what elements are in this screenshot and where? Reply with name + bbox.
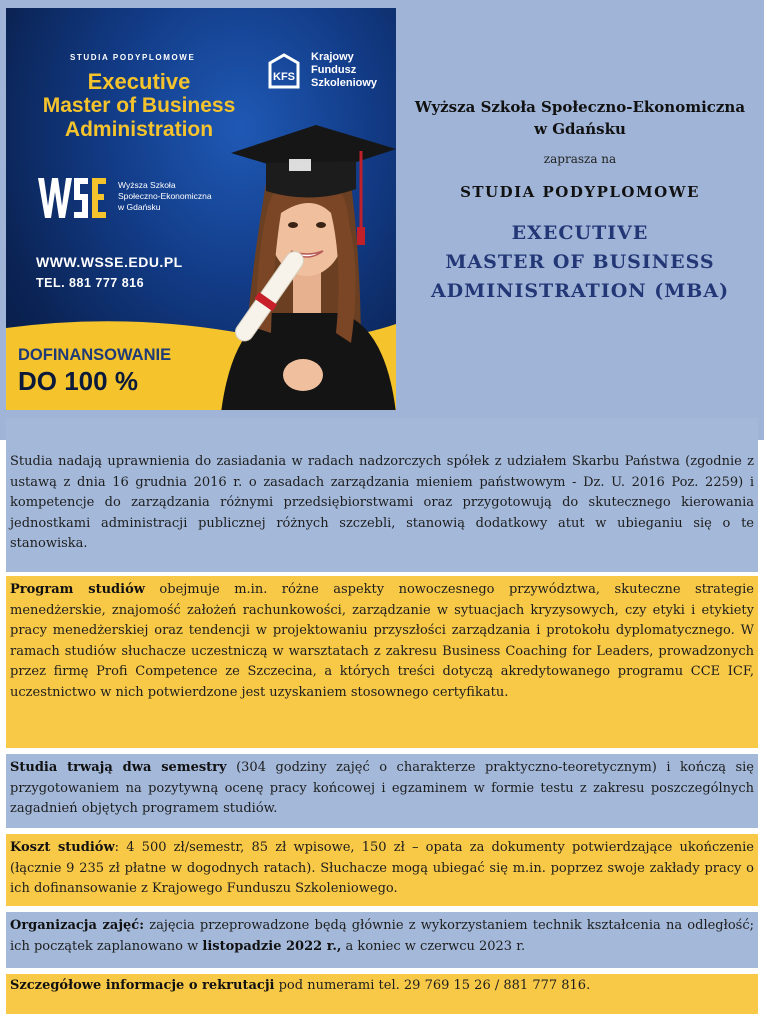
banner-title-line3: Administration [64,118,214,141]
duration-text: (304 godziny zajęć o charakterze praktyczno-teoretycznym) i kończą się przygotowaniem na pozytywną ocenę pracy końcowej i egzaminem w formie testu z zakresu poszczególnych zagadnień objętych programem studiów. [10,760,754,816]
header-text [404,96,756,306]
duration-section [6,754,758,828]
banner-funding-line1: DOFINANSOWANIE [18,346,172,364]
organization-label: Organizacja zajęć: [10,918,145,933]
program-title-line3: ADMINISTRATION (MBA) [430,280,730,302]
program-title [404,219,756,306]
kfs-line2: Fundusz [311,64,357,76]
banner-title-line2: Master of Business [42,94,236,117]
studies-type: STUDIA PODYPLOMOWE [460,183,700,201]
intro-text: Studia nadają uprawnienia do zasiadania w radach nadzorczych spółek z udziałem Skarbu Państwa (zgodnie z ustawą z dnia 16 grudnia 2016 r. o zasadach zarządzania mieniem państwowym - Dz. U. 2016 Poz. 2259) i kompetencje do zarządzania różnymi przedsiębiorstwami oraz przygotowują do skutecznego kierowania jednostkami administracji publicznej różnych szczebli, stanowią dodatkowy atut w ubieganiu się o te stanowiska. [10,454,754,551]
school-name-line1: Wyższa Szkoła Społeczno-Ekonomiczna [414,98,746,116]
kfs-name [311,51,377,90]
kfs-logo-text: KFS [273,71,295,83]
wsse-line3: w Gdańsku [118,202,161,212]
cost-label: Koszt studiów [10,840,115,855]
wsse-line2: Społeczno-Ekonomiczna [118,191,212,201]
school-name-line2: w Gdańsku [534,120,626,138]
duration-label: Studia trwają dwa semestry [10,760,227,775]
info-section [6,974,758,1014]
banner-phone: TEL. 881 777 816 [36,276,145,290]
graduate-illustration [211,113,396,410]
wsse-line1: Wyższa Szkoła [118,180,176,190]
promo-banner [6,8,396,410]
organization-text-1: zajęcia przeprowadzone będą głównie z wykorzystaniem technik kształcenia na odległość; ich początek zaplanowano w [10,918,754,954]
kfs-line1: Krajowy [311,51,354,63]
school-name [404,96,756,140]
program-section [6,576,758,748]
cost-section [6,834,758,906]
program-title-line1: EXECUTIVE [511,222,649,244]
wsse-name [118,180,212,213]
intro-section [6,418,758,572]
wsse-logo-icon [36,176,108,220]
kfs-line3: Szkoleniowy [311,77,378,89]
program-title-line2: MASTER OF BUSINESS [445,251,715,273]
kfs-logo-icon [266,53,302,91]
program-label: Program studiów [10,582,145,597]
banner-url: WWW.WSSE.EDU.PL [36,254,183,270]
info-text: pod numerami tel. 29 769 15 26 / 881 777 816. [274,978,591,993]
banner-subtitle: STUDIA PODYPLOMOWE [70,53,196,62]
banner-funding-line2: DO 100 % [18,366,138,396]
organization-text-2: a koniec w czerwcu 2023 r. [341,938,526,954]
organization-section [6,912,758,968]
cost-text: : 4 500 zł/semestr, 85 zł wpisowe, 150 zł – opata za dokumenty potwierdzające ukończenie (łącznie 9 235 zł płatne w dogodnych ratach). Słuchacze mogą ubiegać się m.in. poprzez swoje zakłady pracy o ich dofinansowanie z Krajowego Funduszu Szkoleniowego. [10,840,754,896]
organization-start-date: listopadzie 2022 r., [202,938,342,954]
banner-title-line1: Executive [87,69,191,94]
info-label: Szczegółowe informacje o rekrutacji [10,978,275,993]
invite-text: zaprasza na [543,152,617,166]
program-text: obejmuje m.in. różne aspekty nowoczesnego przywództwa, skuteczne strategie menedżerskie, znajomość założeń rachunkowości, zarządzanie w sytuacjach kryzysowych, czy etyki i etykiety pracy menedżerskiej oraz tendencji w projektowaniu przyszłości zarządzania i protokołu dyplomatycznego. W ramach studiów słuchacze uczestniczą w warsztatach z zakresu Business Coaching for Leaders, prowadzonych przez firmę Profi Competence ze Szczecina, a których treści dotyczą akredytowanego programu CCE ICF, uczestnictwo w nich potwierdzone jest uzyskaniem stosownego certyfikatu. [10,582,754,700]
